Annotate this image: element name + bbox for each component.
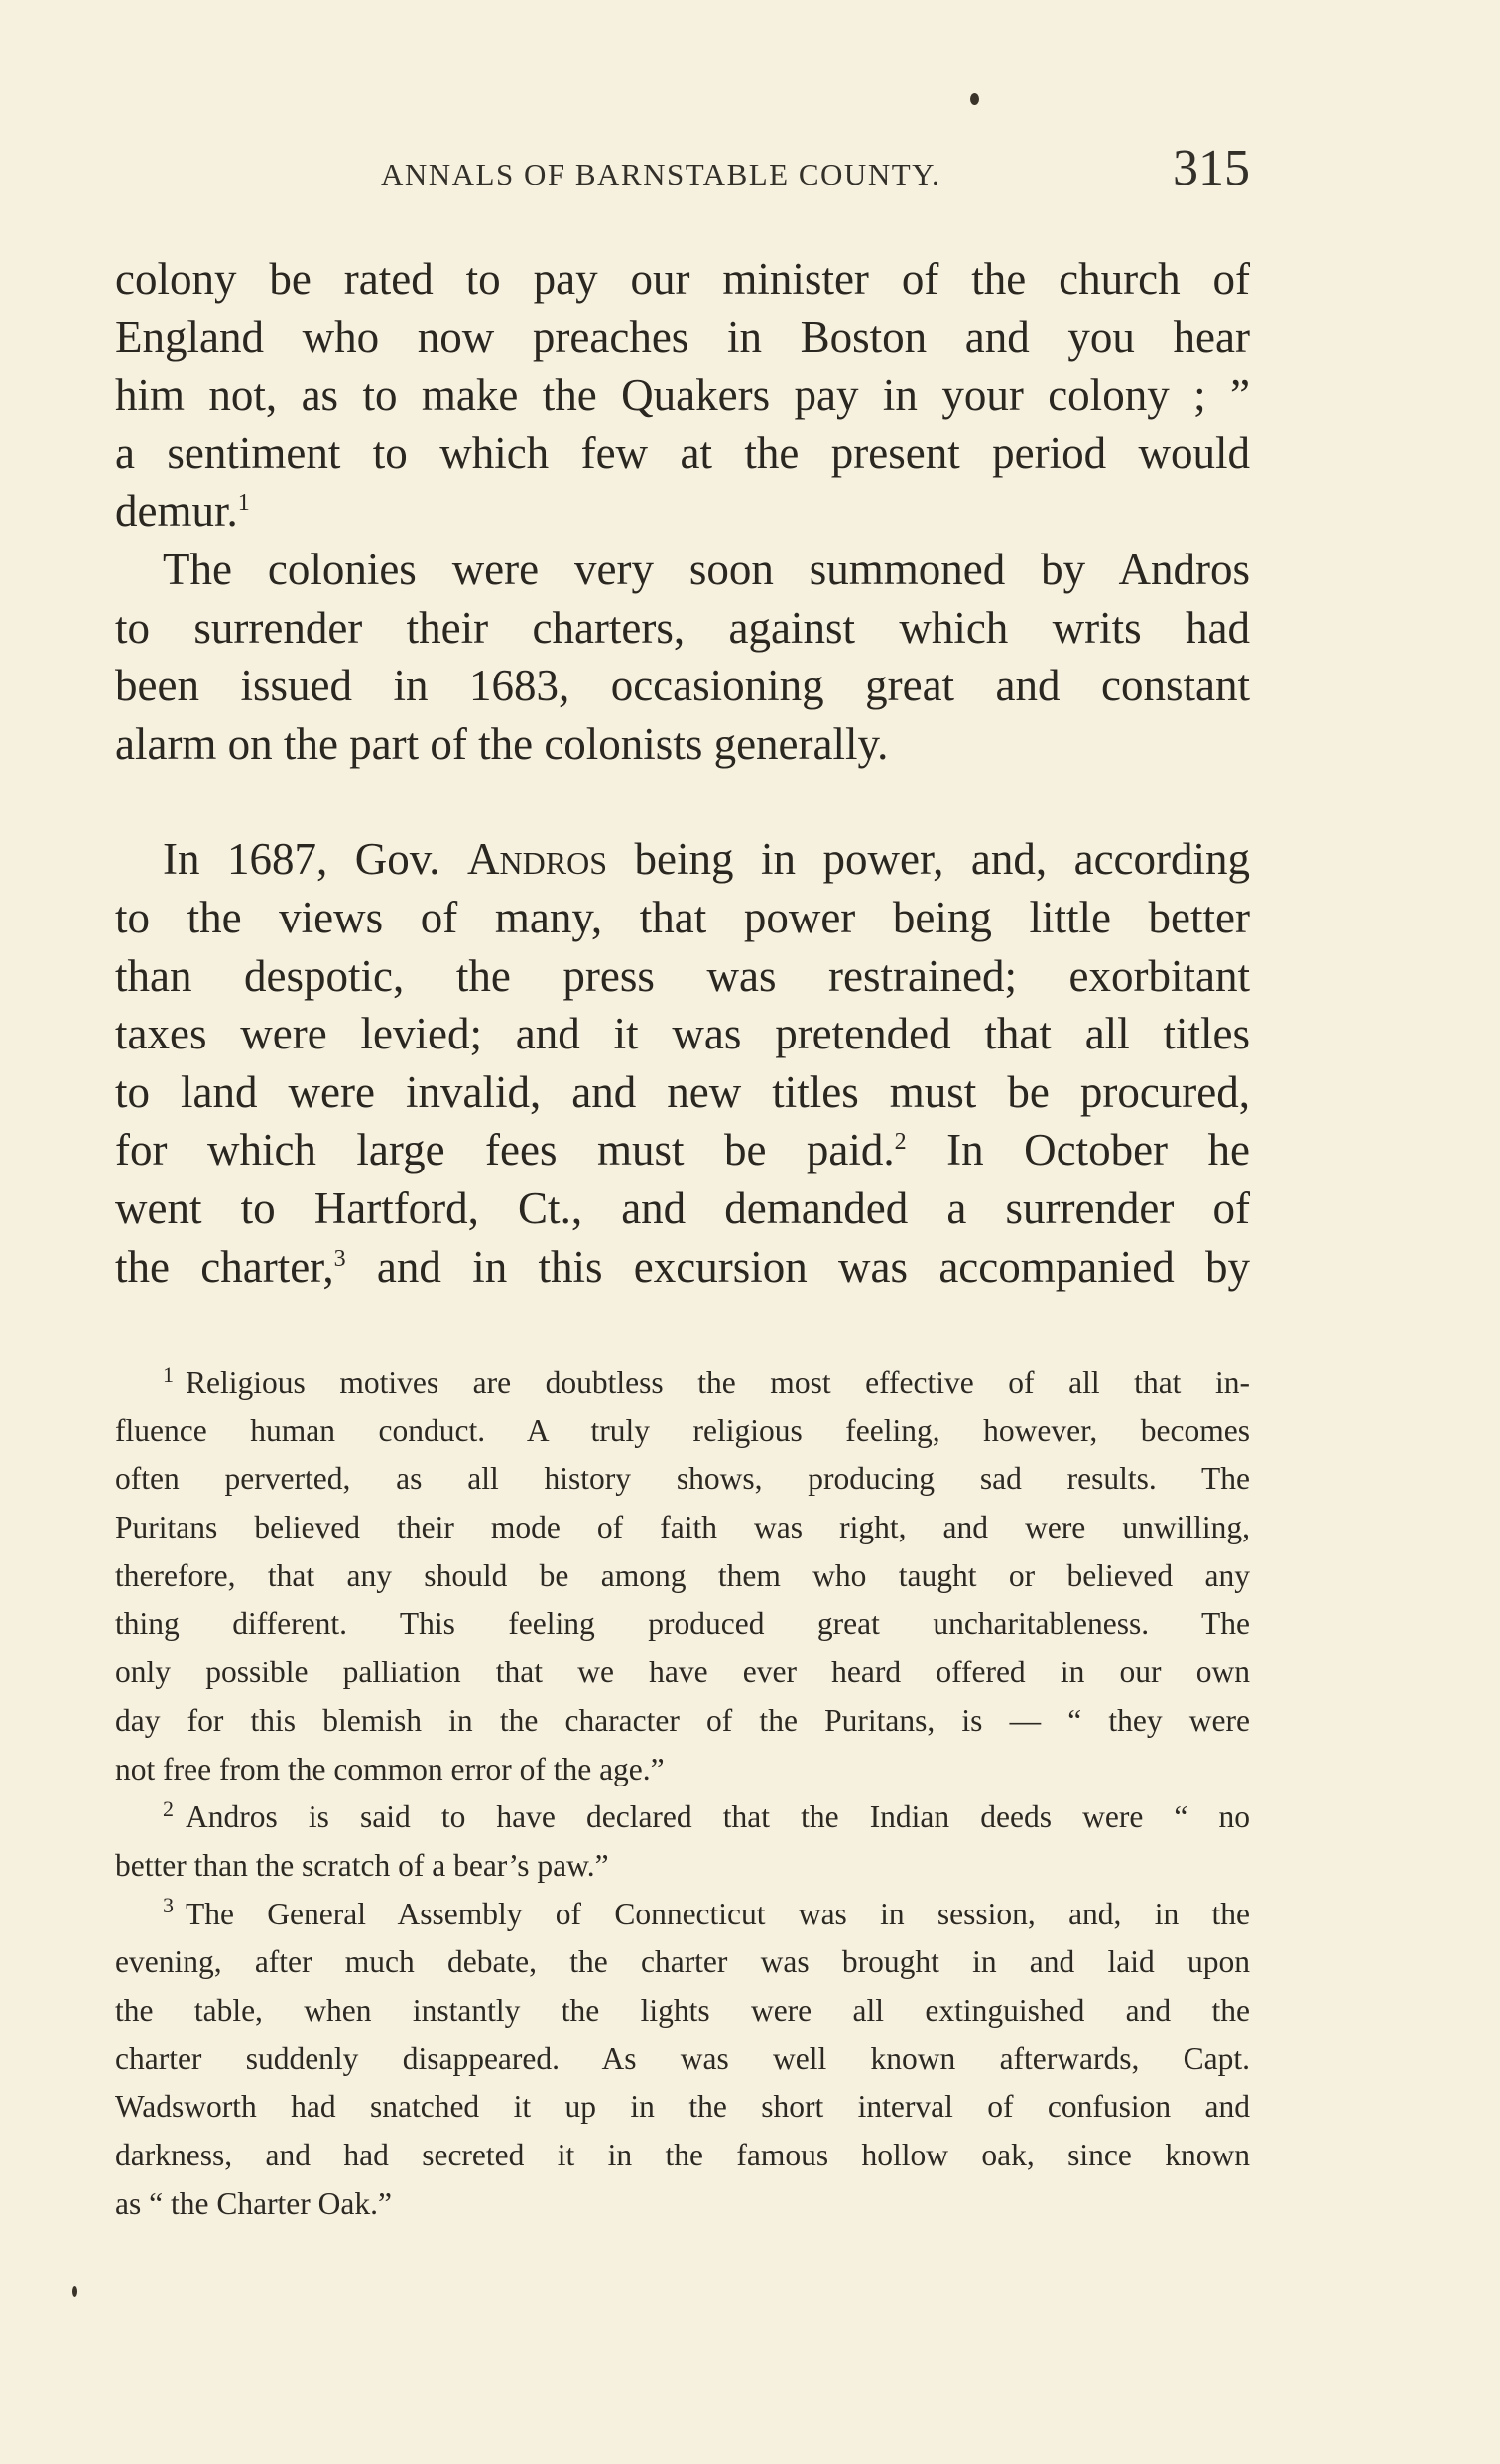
text-fragment: the charter, (115, 1241, 334, 1292)
text-fragment: and in this excursion was accompanied by (345, 1241, 1250, 1292)
text-line: him not, as to make the Quakers pay in your colony ; ” (115, 370, 1250, 421)
footnote-line: not free from the common error of the age.” (115, 1751, 665, 1786)
text-line: alarm on the part of the colonists generally. (115, 718, 889, 769)
footnote-text: Andros is said to have declared that the Indian deeds were “ no (186, 1799, 1250, 1835)
footnote-line: therefore, that any should be among them who taught or believed any (115, 1557, 1250, 1593)
text-fragment: being in power, and, according (607, 834, 1250, 885)
running-head: ANNALS OF BARNSTABLE COUNTY. (381, 157, 941, 191)
footnote-line: the table, when instantly the lights were all extinguished and the (115, 1992, 1250, 2028)
page-header (115, 139, 1250, 208)
footnote-line: Wadsworth had snatched it up in the short interval of confusion and (115, 2089, 1250, 2125)
footnotes (115, 1359, 1250, 2228)
ink-speck-margin (72, 2286, 77, 2297)
text-line: taxes were levied; and it was pretended that all titles (115, 1009, 1250, 1059)
text-fragment: demur. (115, 486, 238, 537)
text-line: than despotic, the press was restrained; exorbitant (115, 950, 1250, 1001)
footnote-line: charter suddenly disappeared. As was well known afterwards, Capt. (115, 2040, 1250, 2076)
text-line: been issued in 1683, occasioning great and constant (115, 661, 1250, 711)
footnote-line: fluence human conduct. A truly religious feeling, however, becomes (115, 1413, 1250, 1448)
footnote-1-first-line (115, 1359, 1250, 1408)
body-text (115, 250, 1250, 1295)
text-line (115, 482, 1250, 541)
footnote-number: 2 (163, 1795, 174, 1821)
text-line: a sentiment to which few at the present period would (115, 428, 1250, 478)
text-line (115, 1121, 1250, 1179)
footnote-ref: 1 (237, 490, 250, 517)
footnote-text: Religious motives are doubtless the most effective of all that in- (186, 1365, 1250, 1400)
paragraph-first-line: The colonies were very soon summoned by Andros (163, 544, 1250, 594)
footnote-line: darkness, and had secreted it in the famous hollow oak, since known (115, 2138, 1250, 2172)
text-fragment: for which large fees must be paid. (115, 1125, 895, 1175)
footnote-line: Puritans believed their mode of faith was right, and were unwilling, (115, 1510, 1250, 1545)
text-line: to land were invalid, and new titles must be procured, (115, 1066, 1250, 1117)
footnote-line: often perverted, as all history shows, producing sad results. The (115, 1461, 1250, 1497)
footnote-3-first-line (115, 1891, 1250, 1939)
text-line: colony be rated to pay our minister of the church of (115, 254, 1250, 304)
footnote-line: day for this blemish in the character of the Puritans, is — “ they were (115, 1702, 1250, 1738)
ink-speck-top (970, 93, 979, 105)
footnote-line: as “ the Charter Oak.” (115, 2185, 392, 2221)
text-line: England who now preaches in Boston and you hear (115, 311, 1250, 362)
text-line (115, 1238, 1250, 1296)
text-line: to surrender their charters, against which writs had (115, 602, 1250, 653)
footnote-line: only possible palliation that we have ever heard offered in our own (115, 1655, 1250, 1690)
footnote-text: The General Assembly of Connecticut was in session, and, in the (186, 1896, 1250, 1931)
text-fragment: In 1687, Gov. (163, 834, 468, 885)
page-number: 315 (1173, 140, 1250, 196)
paragraph-gap (115, 773, 1250, 830)
footnote-number: 1 (163, 1361, 174, 1387)
text-line: to the views of many, that power being little better (115, 892, 1250, 942)
text-line: went to Hartford, Ct., and demanded a surrender of (115, 1182, 1250, 1233)
name-small-caps: Andros (467, 834, 608, 885)
footnote-line: thing different. This feeling produced great uncharitableness. The (115, 1606, 1250, 1642)
footnote-line: better than the scratch of a bear’s paw.” (115, 1847, 609, 1883)
footnote-2-first-line (115, 1793, 1250, 1842)
footnote-ref: 2 (894, 1129, 907, 1156)
footnote-number: 3 (163, 1893, 174, 1918)
text-fragment: In October he (906, 1125, 1251, 1175)
footnote-line: evening, after much debate, the charter was brought in and laid upon (115, 1944, 1250, 1980)
paragraph-first-line (115, 830, 1250, 889)
footnote-ref: 3 (333, 1245, 346, 1272)
